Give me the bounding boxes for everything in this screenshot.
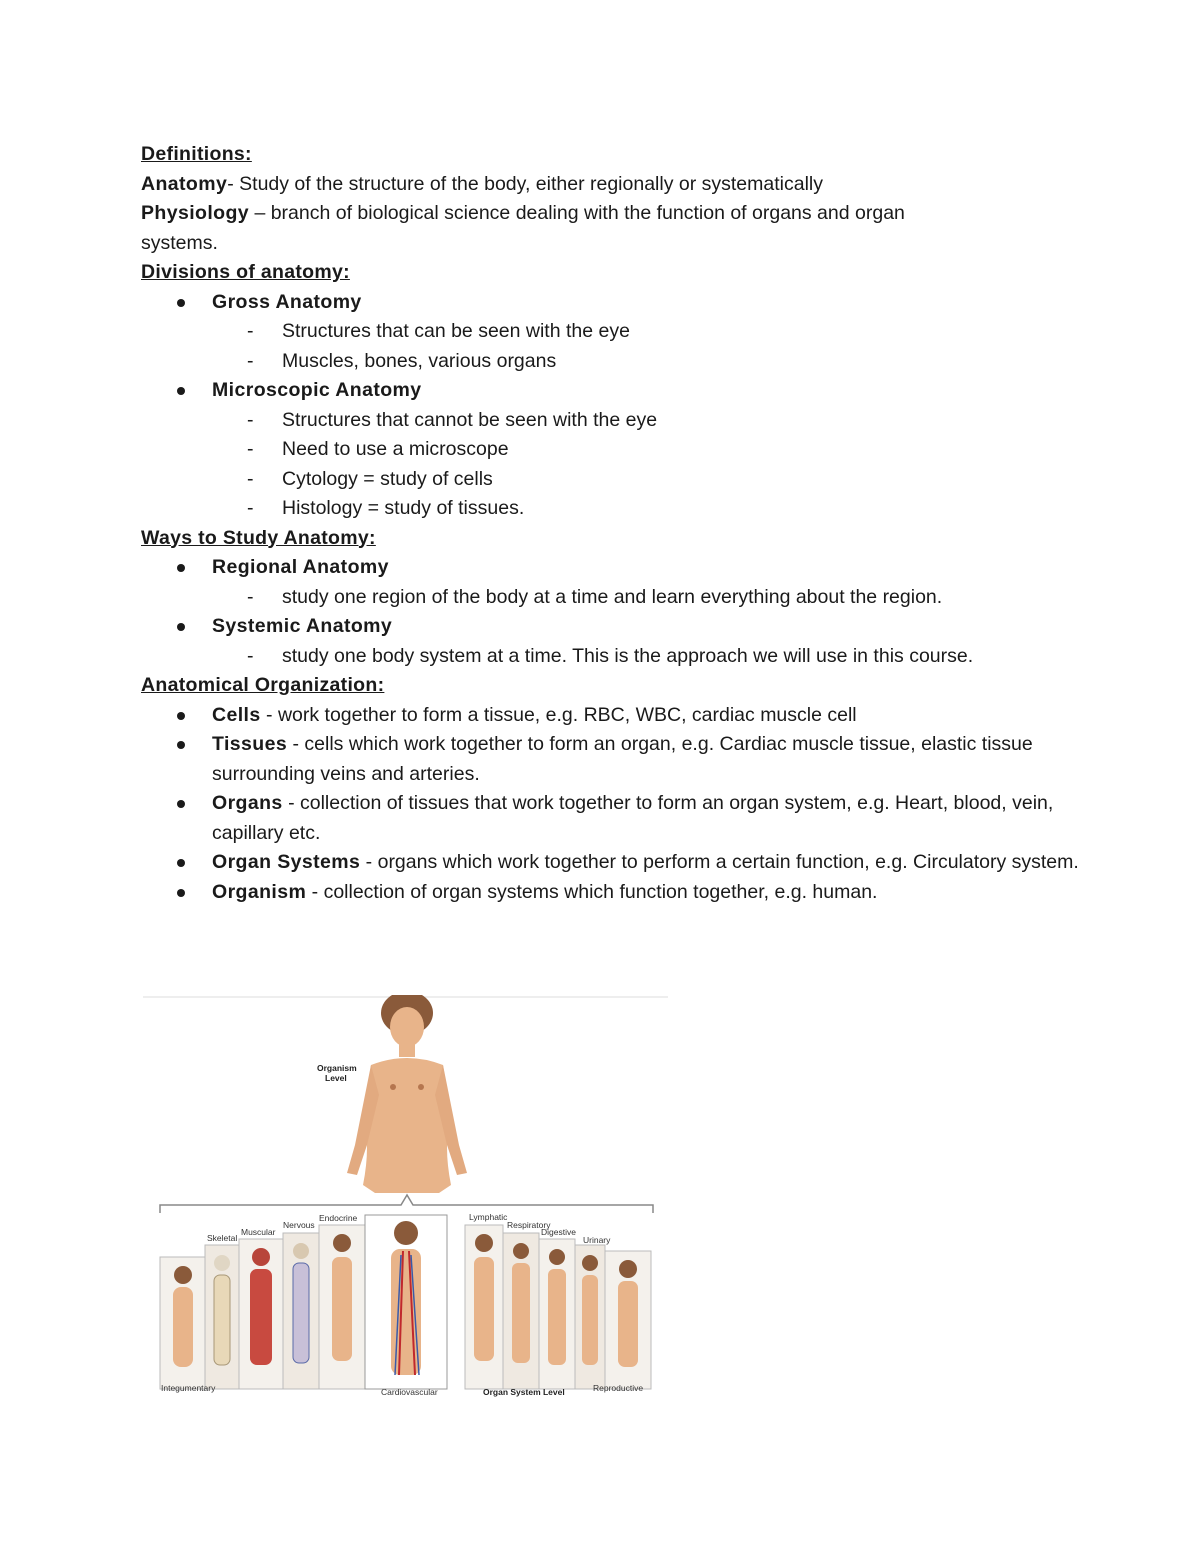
anatomy-term: Anatomy xyxy=(141,172,228,195)
reproductive-label: Reproductive xyxy=(593,1383,644,1393)
organization-heading: Anatomical Organization: xyxy=(141,674,385,696)
bracket-line xyxy=(160,1195,653,1213)
list-item-organism: Organism - collection of organ systems which function together, e.g. human. xyxy=(141,878,1081,908)
system-label: Endocrine xyxy=(319,1213,358,1223)
bullet-icon xyxy=(177,859,185,867)
body-systems-illustration xyxy=(143,995,668,1405)
system-label: Lymphatic xyxy=(469,1212,508,1222)
organism-label-1: Organism xyxy=(317,1063,357,1073)
list-item-tissues: Tissues - cells which work together to form an organ, e.g. Cardiac muscle tissue, elastic tissue surrounding veins and arteries. xyxy=(141,730,1081,789)
sub-item: - Muscles, bones, various organs xyxy=(247,349,557,372)
integumentary-label: Integumentary xyxy=(161,1383,216,1393)
list-item-cells: Cells - work together to form a tissue, e.g. RBC, WBC, cardiac muscle cell xyxy=(141,701,1081,731)
bullet-icon xyxy=(177,623,185,631)
physiology-text: – branch of biological science dealing with the function of organs and organ xyxy=(249,202,905,224)
sub-item: - study one body system at a time. This is the approach we will use in this course. xyxy=(247,644,974,667)
list-item-regional-anatomy xyxy=(141,553,1081,583)
organ-system-level-label: Organ System Level xyxy=(483,1387,565,1397)
system-label: Nervous xyxy=(283,1220,315,1230)
list-item-title: Regional Anatomy xyxy=(212,556,389,578)
list-item-microscopic-anatomy xyxy=(141,376,1081,406)
bullet-icon xyxy=(177,387,185,395)
list-item-organ-systems: Organ Systems - organs which work together to perform a certain function, e.g. Circulatory system. xyxy=(141,848,1081,878)
bullet-icon xyxy=(177,889,185,897)
list-item-gross-anatomy xyxy=(141,288,1081,318)
list-item-organs: Organs - collection of tissues that work together to form an organ system, e.g. Heart, blood, vein, capillary etc. xyxy=(141,789,1081,848)
bullet-icon xyxy=(177,564,185,572)
organism-label-2: Level xyxy=(325,1073,347,1083)
ways-heading: Ways to Study Anatomy: xyxy=(141,526,376,549)
list-item-title: Microscopic Anatomy xyxy=(212,379,422,401)
bullet-icon xyxy=(177,299,185,307)
list-item-title: Systemic Anatomy xyxy=(212,615,393,637)
system-label: Urinary xyxy=(583,1235,611,1245)
organization-levels-figure xyxy=(143,995,668,1405)
anatomy-definition xyxy=(141,170,1081,200)
sub-item: - Histology = study of tissues. xyxy=(247,497,525,519)
physiology-text-cont: systems. xyxy=(141,231,218,254)
system-label: Skeletal xyxy=(207,1233,238,1243)
bullet-icon xyxy=(177,712,185,720)
sub-item: - study one region of the body at a time and learn everything about the region. xyxy=(247,585,943,608)
anatomy-text: - Study of the structure of the body, either regionally or systematically xyxy=(227,172,823,195)
definitions-heading: Definitions: xyxy=(141,143,252,165)
sub-item: - Structures that can be seen with the eye xyxy=(247,320,630,342)
physiology-term: Physiology xyxy=(141,202,250,224)
system-label: Respiratory xyxy=(507,1220,551,1230)
bullet-icon xyxy=(177,800,185,808)
sub-item: - Structures that cannot be seen with the eye xyxy=(247,408,658,431)
system-label: Digestive xyxy=(541,1227,576,1237)
sub-item: - Cytology = study of cells xyxy=(247,467,493,490)
list-item-title: Gross Anatomy xyxy=(212,290,362,313)
physiology-definition xyxy=(141,199,1081,229)
sub-item: - Need to use a microscope xyxy=(247,438,509,460)
list-item-systemic-anatomy xyxy=(141,612,1081,642)
cardiovascular-label: Cardiovascular xyxy=(381,1387,438,1397)
organism-figure xyxy=(347,995,467,1193)
divisions-heading: Divisions of anatomy: xyxy=(141,261,350,283)
system-label: Muscular xyxy=(241,1227,276,1237)
document-body xyxy=(141,140,1081,907)
bullet-icon xyxy=(177,741,185,749)
